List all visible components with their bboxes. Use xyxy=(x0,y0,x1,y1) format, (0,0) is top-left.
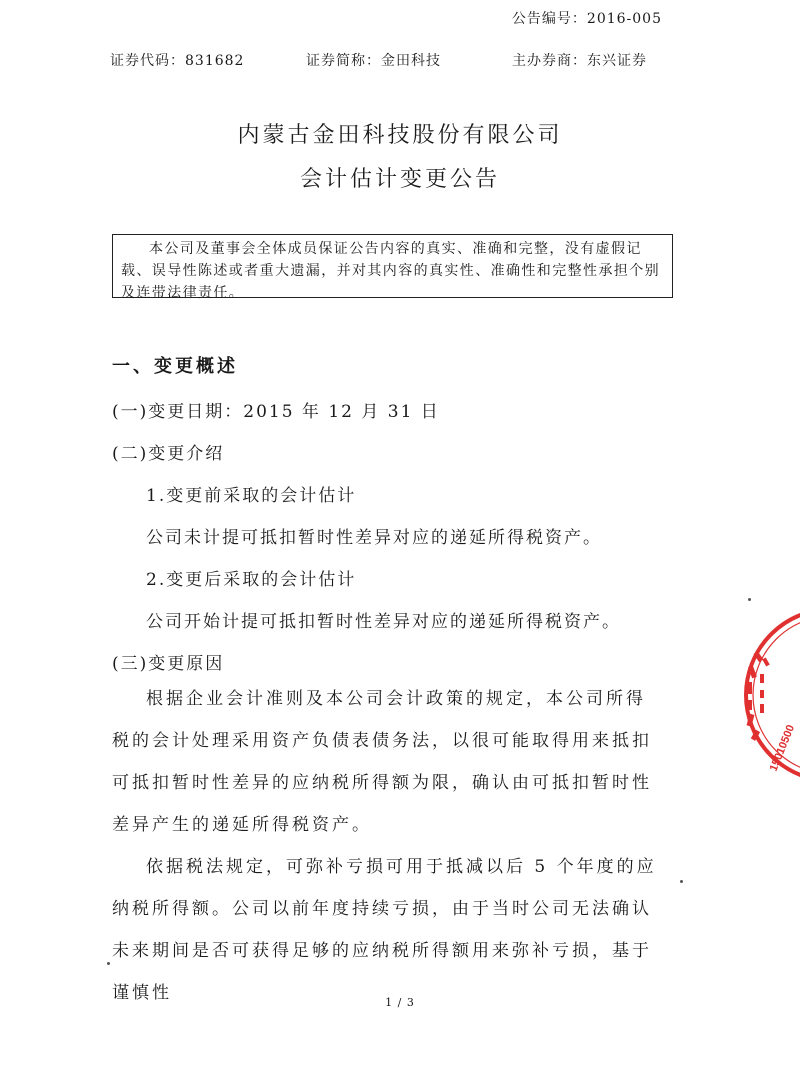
page-number: 1 / 3 xyxy=(385,996,415,1009)
company-title: 内蒙古金田科技股份有限公司 xyxy=(237,123,563,148)
after-estimate-text: 公司开始计提可抵扣暂时性差异对应的递延所得税资产。 xyxy=(146,612,621,632)
company-seal xyxy=(720,600,800,794)
scan-speck xyxy=(107,962,110,965)
seal-number-text: 15010500 xyxy=(767,723,798,774)
after-estimate-heading: 2.变更后采取的会计估计 xyxy=(146,570,357,590)
notice-number: 公告编号：2016-005 xyxy=(511,11,662,27)
security-abbreviation: 证券简称：金田科技 xyxy=(306,53,441,69)
change-intro-heading: (二)变更介绍 xyxy=(112,444,225,464)
change-date: (一)变更日期：2015 年 12 月 31 日 xyxy=(112,402,440,422)
sponsor-broker: 主办券商：东兴证券 xyxy=(512,53,647,69)
scan-speck xyxy=(680,880,683,883)
announcement-title: 会计估计变更公告 xyxy=(299,167,500,192)
change-reason-heading: (三)变更原因 xyxy=(112,654,225,674)
security-code: 证券代码：831682 xyxy=(110,53,245,69)
disclaimer-box: 本公司及董事会全体成员保证公告内容的真实、准确和完整，没有虚假记载、误导性陈述或者重大遗漏，并对其内容的真实性、准确性和完整性承担个别及连带法律责任。 xyxy=(112,234,673,298)
before-estimate-heading: 1.变更前采取的会计估计 xyxy=(146,486,357,506)
section-heading-overview: 一、变更概述 xyxy=(112,356,238,377)
scan-speck xyxy=(748,598,751,601)
before-estimate-text: 公司未计提可抵扣暂时性差异对应的递延所得税资产。 xyxy=(146,528,602,548)
reason-paragraph-2: 依据税法规定，可弥补亏损可用于抵减以后 5 个年度的应纳税所得额。公司以前年度持续亏损，由于当时公司无法确认未来期间是否可获得足够的应纳税所得额用来弥补亏损，基于谨慎性 xyxy=(112,857,657,1003)
reason-paragraph-1: 根据企业会计准则及本公司会计政策的规定，本公司所得税的会计处理采用资产负债表债务法，以很可能取得用来抵扣可抵扣暂时性差异的应纳税所得额为限，确认由可抵扣暂时性差异产生的递延所得税资产。 xyxy=(112,689,652,835)
